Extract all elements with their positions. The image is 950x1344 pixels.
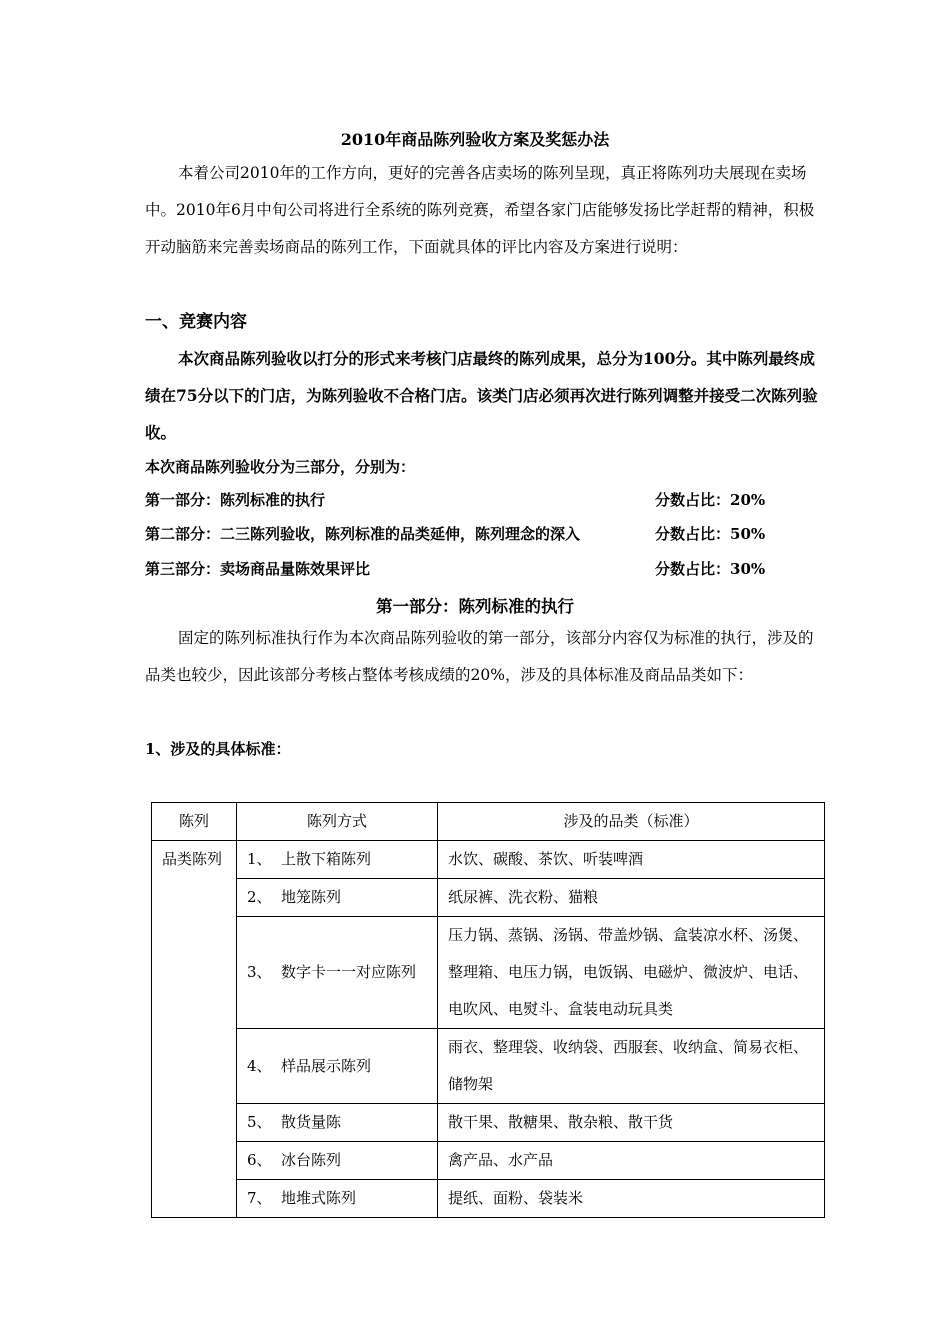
row-number: 1、 [247, 850, 272, 868]
part-row [145, 557, 825, 581]
items-cell: 禽产品、水产品 [438, 1142, 825, 1180]
standards-table [151, 802, 825, 1218]
method-cell [237, 1029, 438, 1104]
table-row [152, 1104, 825, 1142]
standards-heading: 1、涉及的具体标准： [145, 740, 291, 758]
row-number: 6、 [247, 1151, 272, 1169]
part-row [145, 522, 825, 546]
table-row [152, 1142, 825, 1180]
method-cell [237, 1142, 438, 1180]
table-row [152, 917, 825, 1029]
part-label: 第三部分：卖场商品量陈效果评比 [145, 560, 371, 578]
items-cell: 纸尿裤、洗衣粉、猫粮 [438, 879, 825, 917]
row-number: 3、 [247, 963, 272, 981]
method-label: 上散下箱陈列 [281, 850, 372, 868]
section-heading-competition: 一、竞赛内容 [145, 312, 247, 332]
method-cell [237, 1180, 438, 1218]
part-label: 第一部分：陈列标准的执行 [145, 491, 326, 509]
items-cell: 散干果、散糖果、散杂粮、散干货 [438, 1104, 825, 1142]
part-row [145, 488, 825, 512]
part-percentage: 分数占比：20% [655, 491, 766, 509]
table-header-row [152, 803, 825, 841]
items-cell: 提纸、面粉、袋装米 [438, 1180, 825, 1218]
method-label: 散货量陈 [281, 1113, 342, 1131]
items-cell: 水饮、碳酸、茶饮、听装啤酒 [438, 841, 825, 879]
method-label: 地笼陈列 [281, 888, 342, 906]
method-label: 数字卡一一对应陈列 [281, 963, 417, 981]
row-number: 4、 [247, 1056, 272, 1075]
method-cell [237, 1104, 438, 1142]
intro-paragraph: 本着公司2010年的工作方向，更好的完善各店卖场的陈列呈现，真正将陈列功夫展现在卖场中。2010年6月中旬公司将进行全系统的陈列竞赛，希望各家门店能够发扬比学赶帮的精神，积极开动脑筋来完善卖场商品的陈列工作，下面就具体的评比内容及方案进行说明： [145, 164, 815, 256]
method-cell [237, 917, 438, 1029]
group-cell: 品类陈列 [152, 841, 237, 1218]
method-label: 样品展示陈列 [281, 1056, 372, 1075]
part-percentage: 分数占比：50% [655, 525, 766, 543]
competition-paragraph: 本次商品陈列验收以打分的形式来考核门店最终的陈列成果，总分为100分。其中陈列最终成绩在75分以下的门店，为陈列验收不合格门店。该类门店必须再次进行陈列调整并接受二次陈列验收。 [145, 349, 818, 442]
row-number: 2、 [247, 888, 272, 906]
table-row [152, 1029, 825, 1104]
method-cell [237, 841, 438, 879]
items-cell: 雨衣、整理袋、收纳袋、西服套、收纳盒、简易衣柜、储物架 [438, 1029, 825, 1104]
table-header-cell: 涉及的品类（标准） [438, 803, 825, 841]
document-title: 2010年商品陈列验收方案及奖惩办法 [340, 130, 610, 149]
table-row [152, 879, 825, 917]
method-label: 地堆式陈列 [281, 1189, 357, 1207]
part-percentage: 分数占比：30% [655, 560, 766, 578]
part1-heading: 第一部分：陈列标准的执行 [376, 597, 574, 616]
table-row [152, 1180, 825, 1218]
table-header-cell: 陈列 [152, 803, 237, 841]
parts-intro: 本次商品陈列验收分为三部分，分别为： [145, 458, 416, 476]
table-row [152, 841, 825, 879]
items-cell: 压力锅、蒸锅、汤锅、带盖炒锅、盒装凉水杯、汤煲、整理箱、电压力锅，电饭锅、电磁炉、微波炉、电话、电吹风、电熨斗、盒装电动玩具类 [438, 917, 825, 1029]
table-header-cell: 陈列方式 [237, 803, 438, 841]
method-cell [237, 879, 438, 917]
part1-paragraph: 固定的陈列标准执行作为本次商品陈列验收的第一部分，该部分内容仅为标准的执行，涉及的品类也较少，因此该部分考核占整体考核成绩的20%，涉及的具体标准及商品品类如下： [145, 629, 814, 684]
method-label: 冰台陈列 [281, 1151, 342, 1169]
row-number: 7、 [247, 1189, 272, 1207]
part-label: 第二部分：二三陈列验收，陈列标准的品类延伸，陈列理念的深入 [145, 525, 581, 543]
row-number: 5、 [247, 1113, 272, 1131]
